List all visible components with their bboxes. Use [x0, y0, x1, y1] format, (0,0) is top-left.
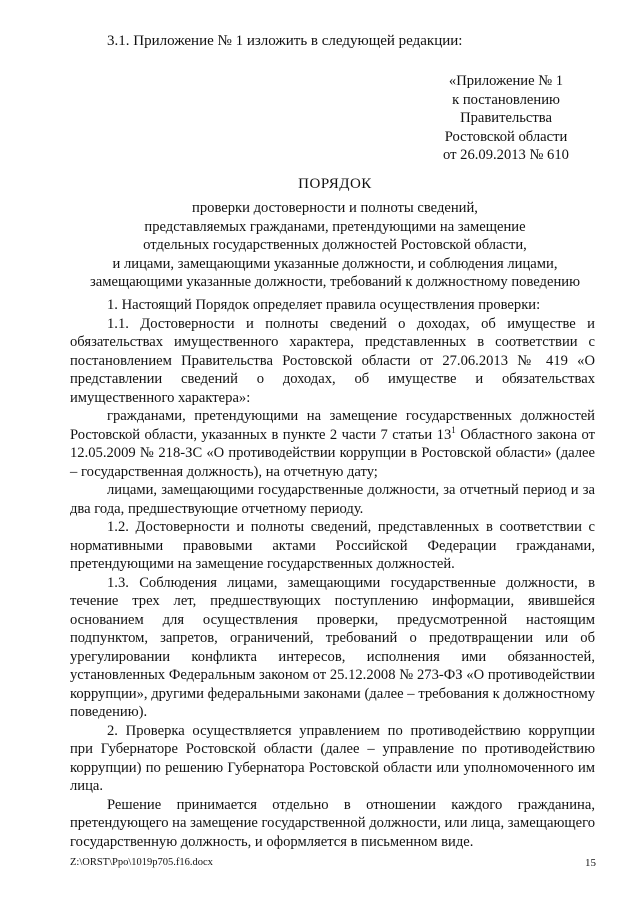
paragraph-persons: лицами, замещающими государственные должности, за отчетный период и за два года, предшествующие отчетному периоду.	[70, 482, 595, 517]
paragraph-citizens-part-b: Областного закона от 12.05.2009 № 218-ЗС «О противодействии коррупции в Ростовской области» (далее – государственная должность), на отчетную дату;	[70, 426, 595, 480]
paragraph-citizens	[70, 407, 595, 481]
paragraph-decision: Решение принимается отдельно в отношении каждого гражданина, претендующего на замещение государственной должности, или лица, замещающего государственную должность, и оформляется в письменном виде.	[70, 796, 595, 850]
appendix-line: к постановлению	[452, 91, 560, 108]
page-number: 15	[585, 857, 596, 869]
paragraph-1-3: 1.3. Соблюдения лицами, замещающими государственные должности, в течение трех лет, предшествующих поступлению информации, явившейся основанием для осуществления проверки, предусмотренной настоящим подпунктом, запретов, ограничений, требований о предотвращении или об урегулировании конфликта интересов, исполнения ими обязанностей, установленных Федеральным законом от 25.12.2008 № 273-ФЗ «О противодействии коррупции», другими федеральными законами (далее – требования к должностному поведению).	[70, 574, 595, 720]
appendix-header	[408, 72, 604, 165]
appendix-line: Правительства	[460, 110, 552, 126]
footnote-superscript: 1	[451, 424, 456, 435]
subtitle-line: отдельных государственных должностей Ростовской области,	[143, 237, 527, 253]
subtitle-line: и лицами, замещающими указанные должности, и соблюдения лицами,	[112, 255, 558, 272]
appendix-line: от 26.09.2013 № 610	[443, 147, 569, 163]
subtitle-line: проверки достоверности и полноты сведений,	[192, 200, 478, 216]
subtitle-line: замещающими указанные должности, требований к должностному поведению	[90, 274, 580, 290]
paragraph-2: 2. Проверка осуществляется управлением по противодействию коррупции при Губернаторе Ростовской области (далее – управление по противодействию коррупции) по решению Губернатора Ростовской области или уполномоченного им лица.	[70, 722, 595, 794]
paragraph-1-1: 1.1. Достоверности и полноты сведений о доходах, об имуществе и обязательствах имущественного характера, представленных в соответствии с постановлением Правительства Ростовской области от 27.06.2013 № 419 «О представлении сведений о доходах, об имуществе и обязательствах имущественного характера»:	[70, 315, 595, 406]
document-title: ПОРЯДОК	[298, 176, 372, 192]
document-subtitle	[60, 199, 610, 292]
subtitle-line: представляемых гражданами, претендующими на замещение	[144, 218, 526, 235]
paragraph-1-2: 1.2. Достоверности и полноты сведений, представленных в соответствии с нормативными правовыми актами Российской Федерации гражданами, претендующими на замещение государственных должностей.	[70, 519, 595, 572]
paragraph-citizens-part-a: гражданами, претендующими на замещение государственных должностей Ростовской области, указанных в пункте 2 части 7 статьи 13	[70, 408, 595, 443]
appendix-line: «Приложение № 1	[448, 73, 564, 89]
paragraph-1: 1. Настоящий Порядок определяет правила осуществления проверки:	[107, 297, 541, 313]
intro-line: 3.1. Приложение № 1 изложить в следующей редакции:	[107, 33, 463, 49]
document-body	[70, 296, 595, 851]
appendix-line: Ростовской области	[444, 128, 568, 145]
footer-file-path: Z:\ORST\Ppo\1019p705.f16.docx	[70, 857, 213, 868]
